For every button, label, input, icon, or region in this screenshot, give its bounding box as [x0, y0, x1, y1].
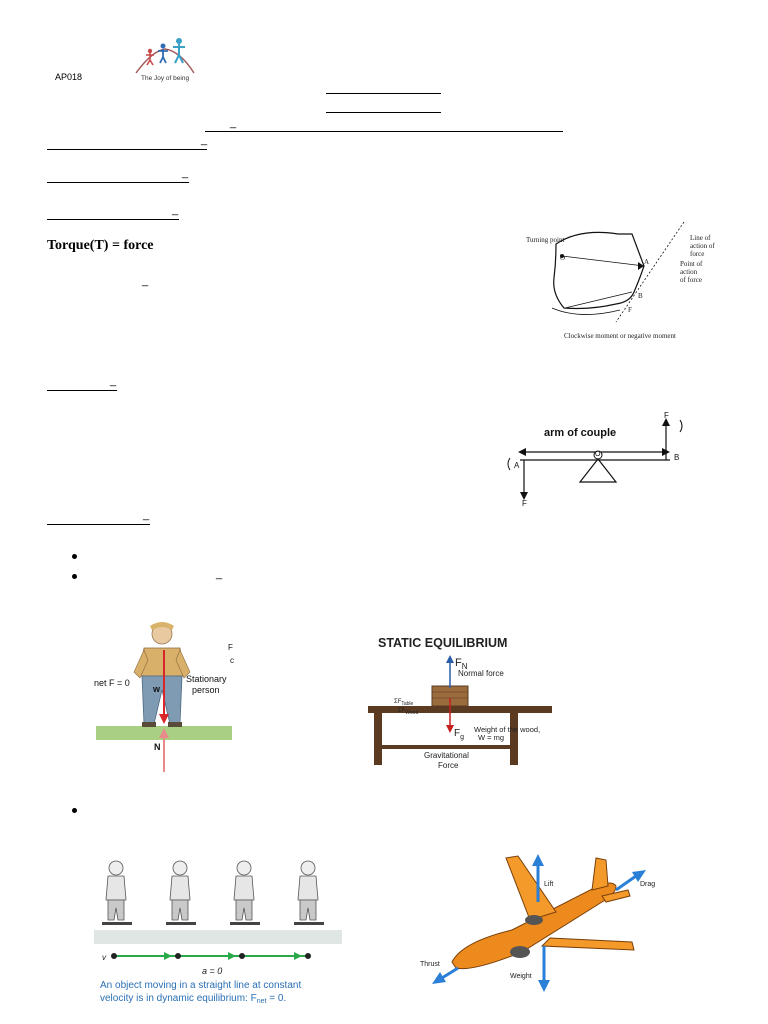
cut-f-label: F	[228, 643, 233, 652]
cut-c-label: c	[230, 656, 234, 665]
weight-label-2: W = mg	[478, 733, 505, 742]
section-heading-2-dash: _	[182, 167, 189, 179]
person-label: person	[192, 685, 220, 695]
section-heading-1-dash: _	[201, 134, 208, 146]
drag-label: Drag	[640, 881, 656, 888]
torque-dash: _	[142, 275, 149, 287]
arm-of-couple-label: arm of couple	[544, 427, 617, 439]
subtitle-dash: _	[230, 117, 237, 129]
person-right-shoe	[168, 722, 182, 727]
weight-label-1: Weight of the wood,	[474, 725, 541, 734]
thrust-arrow-line	[442, 968, 458, 978]
logo-tagline: The Joy of being	[141, 75, 190, 82]
normal-force-label: Normal force	[458, 669, 504, 678]
couple-a-label: A	[514, 461, 520, 470]
skater-1	[102, 861, 132, 925]
weight-label: Weight	[510, 973, 532, 980]
couple-f-top-label: F	[664, 411, 669, 420]
logo	[132, 37, 198, 85]
stationary-label: Stationary	[186, 674, 227, 684]
table-leg-right	[510, 713, 518, 765]
road-strip	[94, 930, 342, 944]
w-label: w	[153, 684, 161, 694]
title-underline-1	[326, 93, 441, 94]
rigid-body-outline	[554, 232, 644, 308]
bullet-3	[72, 808, 77, 813]
static-eq-title: STATIC EQUILIBRIUM	[378, 636, 508, 650]
couple-o-label: O	[595, 451, 601, 458]
dynamic-caption-1: An object moving in a straight line at constant	[100, 980, 302, 991]
couple-diagram	[500, 408, 690, 508]
couple-b-label: B	[674, 453, 680, 462]
subtitle-underline	[205, 131, 563, 132]
wing-upper	[506, 856, 556, 920]
person-left-shoe	[142, 722, 156, 727]
net-force-label: net F = 0	[94, 678, 130, 688]
wing-lower	[542, 938, 634, 950]
section-heading-4-dash: _	[110, 375, 117, 387]
engine-left	[510, 946, 530, 958]
fulcrum-triangle	[580, 459, 616, 482]
table-rail	[382, 745, 510, 749]
weight-force-arrow	[159, 714, 169, 724]
section-heading-4-underline	[47, 390, 117, 391]
sf-table-label: $\Sigma F_{Table}$	[394, 699, 414, 707]
bullet-1	[72, 554, 77, 559]
section-heading-1-underline	[47, 149, 207, 150]
document-code: AP018	[55, 72, 83, 82]
force-label: Force	[438, 761, 459, 770]
velocity-label: v	[102, 953, 106, 962]
f-label: F	[628, 306, 632, 314]
skater-2	[166, 861, 196, 925]
static-equilibrium-figure	[362, 628, 572, 778]
section-heading-2-underline	[47, 182, 189, 183]
o-label: O	[560, 254, 566, 262]
skater-3	[230, 861, 260, 925]
arm-line-b	[565, 292, 632, 308]
weight-arrow-head	[538, 980, 550, 992]
lever-arm-line	[562, 256, 644, 266]
engine-right	[525, 915, 543, 925]
rotation-arrow-right-icon	[680, 420, 682, 432]
lift-label: Lift	[544, 881, 554, 888]
tail-fin	[592, 858, 608, 890]
n-label: N	[154, 742, 161, 752]
normal-force-arrow	[446, 655, 454, 663]
table-leg-left	[374, 713, 382, 765]
title-underline-2	[326, 112, 441, 113]
arm-arrow-left	[518, 448, 526, 456]
torque-diagram	[520, 222, 715, 346]
dynamic-caption-2: velocity is in dynamic equilibrium: $F_{net} = 0$.	[100, 993, 287, 1005]
sf-wood-label: $\Sigma F_{Wood}$	[398, 708, 419, 716]
torque-caption: Clockwise moment or negative moment	[564, 332, 676, 340]
lift-arrow-head	[532, 854, 544, 866]
gravitational-label: Gravitational	[424, 751, 469, 760]
b-label: B	[638, 292, 643, 300]
section-heading-3-underline	[47, 219, 179, 220]
skater-4	[294, 861, 324, 925]
section-heading-5-underline	[47, 524, 150, 525]
bullet-2	[72, 574, 77, 579]
gravity-force-arrow	[446, 725, 454, 733]
line-of-action-label: Line of action of force	[690, 234, 715, 258]
table-top	[368, 706, 552, 713]
section-heading-5-dash: _	[143, 509, 150, 521]
airplane-forces-figure	[402, 846, 678, 996]
bullet-2-dash: _	[216, 568, 223, 580]
fn-label: $F_N$	[455, 657, 468, 671]
turning-point-label: Turning point	[526, 236, 565, 244]
rotation-arrow-left-icon	[508, 458, 510, 470]
point-of-action-label: Point of action of force	[680, 260, 703, 284]
dynamic-equilibrium-figure	[94, 852, 344, 1012]
fg-label: $F_g$	[454, 728, 465, 741]
acceleration-label: a = 0	[202, 966, 223, 976]
stationary-person-figure	[92, 620, 242, 775]
rotation-arc	[552, 308, 620, 315]
couple-f-bottom-label: F	[522, 499, 527, 508]
line-of-action	[616, 222, 684, 322]
drag-arrow-line	[616, 876, 636, 890]
torque-formula: Torque(T) = force	[47, 238, 154, 253]
thrust-label: Thrust	[420, 961, 440, 968]
a-label: A	[644, 258, 650, 266]
section-heading-3-dash: _	[172, 204, 179, 216]
